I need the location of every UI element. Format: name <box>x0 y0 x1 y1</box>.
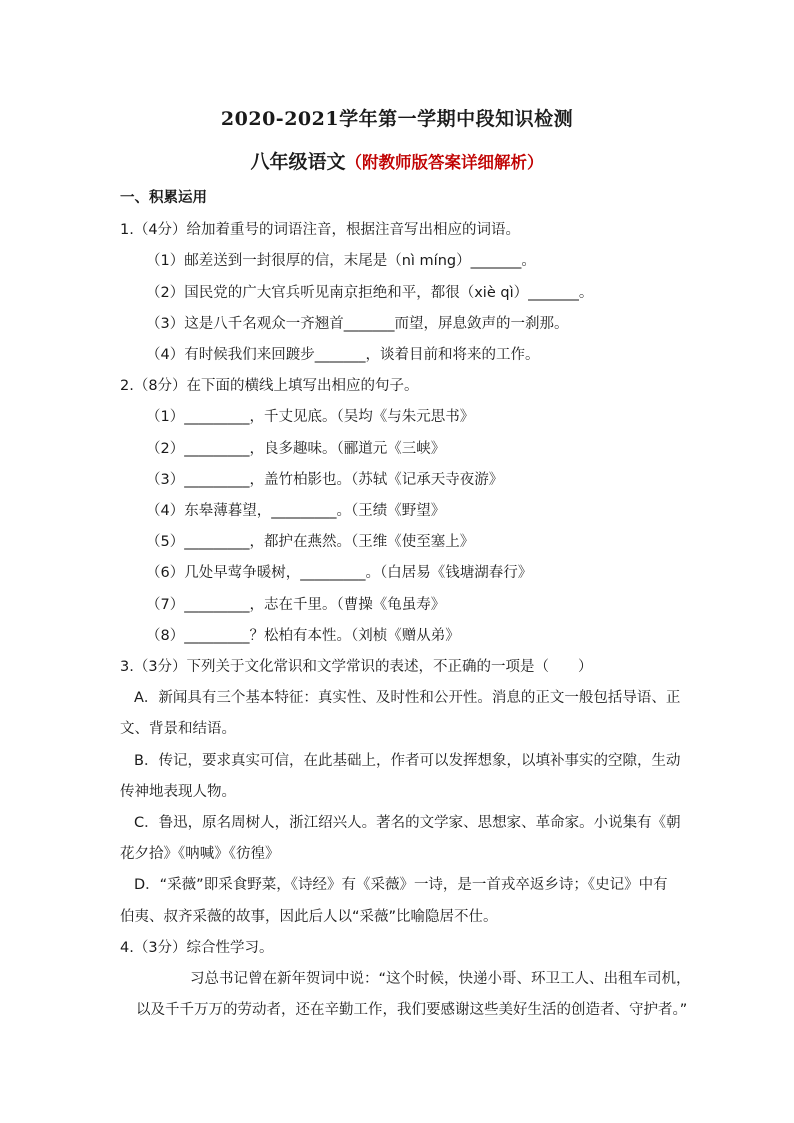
question-1-item: （2）国民党的广大官兵听见南京拒绝和平，都很（xiè qì）_______。 <box>146 285 594 301</box>
quote-paragraph: 习总书记曾在新年贺词中说：“这个时候，快递小哥、环卫工人、出租车司机， <box>190 971 691 987</box>
question-2-item: （4）东皋薄暮望，_________。（王绩《野望》 <box>146 503 446 519</box>
question-2-item: （1）_________，千丈见底。（吴均《与朱元思书》 <box>146 409 475 425</box>
option-a-cont: 文、背景和结语。 <box>120 721 236 737</box>
question-1-stem: 1.（4分）给加着重号的词语注音，根据注音写出相应的词语。 <box>120 222 521 238</box>
question-2-stem: 2.（8分）在下面的横线上填写出相应的句子。 <box>120 378 419 394</box>
question-2-item: （2）_________，良多趣味。（郦道元《三峡》 <box>146 441 446 457</box>
question-1-item: （1）邮差送到一封很厚的信，末尾是（nì míng）_______。 <box>146 253 536 269</box>
question-3-stem: 3.（3分）下列关于文化常识和文学常识的表述，不正确的一项是（ ） <box>120 659 593 675</box>
subtitle-main: 八年级语文 <box>250 151 346 173</box>
question-2-item: （5）_________，都护在燕然。（王维《使至塞上》 <box>146 534 475 550</box>
question-2-item: （6）几处早莺争暖树，_________。（白居易《钱塘湖春行》 <box>146 565 533 581</box>
question-2-item: （8）_________？松柏有本性。（刘桢《赠从弟》 <box>146 628 460 644</box>
question-2-item: （3）_________，盖竹柏影也。（苏轼《记承天寺夜游》 <box>146 472 504 488</box>
page-subtitle <box>0 147 794 174</box>
section-heading: 一、积累运用 <box>120 190 207 206</box>
option-b: B．传记，要求真实可信，在此基础上，作者可以发挥想象，以填补事实的空隙，生动 <box>134 753 681 769</box>
question-1-item: （4）有时候我们来回踱步_______，谈着目前和将来的工作。 <box>146 347 540 363</box>
page-title: 2020-2021学年第一学期中段知识检测 <box>220 108 574 130</box>
option-c: C．鲁迅，原名周树人，浙江绍兴人。著名的文学家、思想家、革命家。小说集有《朝 <box>134 815 681 831</box>
quote-paragraph-cont: 以及千千万万的劳动者，还在辛勤工作，我们要感谢这些美好生活的创造者、守护者。” <box>136 1002 688 1018</box>
option-c-cont: 花夕拾》《呐喊》《彷徨》 <box>120 846 280 862</box>
option-d: D．“采薇”即采食野菜，《诗经》有《采薇》一诗，是一首戎卒返乡诗；《史记》中有 <box>134 877 668 893</box>
question-4-stem: 4.（3分）综合性学习。 <box>120 940 274 956</box>
question-1-item: （3）这是八千名观众一齐翘首_______而望，屏息敛声的一刹那。 <box>146 316 569 332</box>
option-b-cont: 传神地表现人物。 <box>120 784 236 800</box>
subtitle-note: （附教师版答案详细解析） <box>345 153 544 172</box>
option-a: A．新闻具有三个基本特征：真实性、及时性和公开性。消息的正文一般包括导语、正 <box>134 690 681 706</box>
question-2-item: （7）_________，志在千里。（曹操《龟虽寿》 <box>146 597 446 613</box>
option-d-cont: 伯夷、叔齐采薇的故事，因此后人以“采薇”比喻隐居不仕。 <box>120 909 498 925</box>
